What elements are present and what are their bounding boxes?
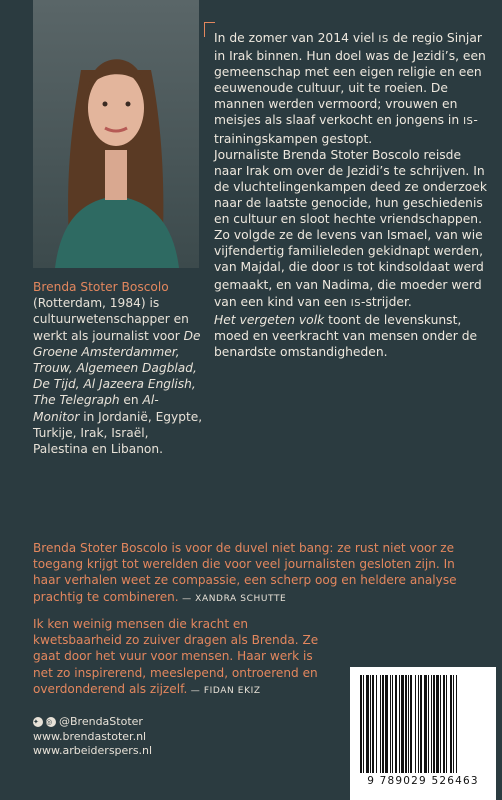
- blurb: [214, 30, 492, 360]
- barcode-bar: [366, 675, 369, 773]
- blurb-paragraph: Zo volgde ze de levens van Ismael, van wie vijfendertig familieleden gekidnapt werden, van Majdal, die door IS tot kindsoldaat werd gemaakt, en van Nadima, die moeder werd van een kind van een IS-strijder.: [214, 228, 484, 309]
- barcode-bar: [401, 675, 404, 773]
- bio-text: in Jordanië, Egypte, Turkije, Irak, Israël, Palestina en Libanon.: [33, 409, 203, 457]
- barcode-bar: [433, 675, 435, 773]
- barcode-bar: [405, 675, 407, 773]
- barcode-bar: [443, 675, 445, 773]
- barcode-bar: [390, 675, 391, 773]
- barcode-bar: [410, 675, 412, 773]
- instagram-icon: ◎: [46, 717, 56, 727]
- barcode-bar: [424, 675, 427, 773]
- bio-publication: Al-Monitor: [33, 393, 159, 424]
- contact-info: [33, 715, 233, 759]
- barcode-bar: [370, 675, 371, 773]
- barcode-bar: [385, 675, 388, 773]
- barcode-bar: [420, 675, 422, 773]
- barcode-bar: [360, 675, 362, 773]
- barcode-bar: [456, 675, 457, 773]
- barcode-bar: [376, 675, 377, 773]
- bio-text: en: [119, 393, 143, 408]
- publisher-link[interactable]: www.arbeiderspers.nl: [33, 744, 153, 757]
- author-bio: [33, 279, 203, 457]
- barcode-bar: [431, 675, 432, 773]
- website-link[interactable]: www.brendastoter.nl: [33, 729, 147, 743]
- isbn-number: 9 789029 526463: [367, 775, 479, 787]
- barcode-bar: [436, 675, 439, 773]
- quote-author: — XANDRA SCHUTTE: [178, 593, 287, 604]
- social-handle-row[interactable]: [33, 715, 233, 730]
- bio-text: (Rotterdam, 1984) is cultuurwetenschapper en werkt als journalist voor: [33, 296, 189, 343]
- blurb-paragraph: Journaliste Brenda Stoter Boscolo reisde naar Irak om over de Jezidi’s te schrijven. In de vluchtelingenkampen deed ze onderzoek naar de laatste genocide, hun geschiedenis en cultuur en sloot hechte vriendschappen.: [214, 147, 487, 227]
- barcode-bar: [399, 675, 400, 773]
- barcode-bar: [392, 675, 393, 773]
- barcode-bar: [418, 675, 419, 773]
- barcode-bar: [395, 675, 397, 773]
- review-quote: Ik ken weinig mensen die kracht en kwetsbaarheid zo zuiver dragen als Brenda. Ze gaat door het vuur voor mensen. Haar werk is net zo inspirerend, meeslepend, ontroerend en overdonderend als zijzelf. — FIDAN EKIZ: [33, 617, 319, 696]
- social-handle: @BrendaStoter: [59, 715, 143, 728]
- barcode-bar: [363, 675, 364, 773]
- barcode-bar: [415, 675, 416, 773]
- isbn-barcode: [350, 667, 496, 800]
- barcode-bar: [450, 675, 452, 773]
- twitter-icon: ✦: [33, 717, 43, 727]
- barcode-bar: [382, 675, 384, 773]
- barcode-bar: [440, 675, 441, 773]
- barcode-bar: [428, 675, 429, 773]
- review-quote: Brenda Stoter Boscolo is voor de duvel niet bang: ze rust niet voor ze toegang krijgt tot werelden die voor veel journalisten gesloten zijn. In haar verhalen weet ze compassie, een scherp oog en heldere analyse prachtig te combineren. — XANDRA SCHUTTE: [33, 541, 457, 604]
- quote-author: — FIDAN EKIZ: [187, 685, 261, 696]
- author-photo: [33, 0, 199, 268]
- barcode-bar: [408, 675, 409, 773]
- bio-publications: De Groene Amsterdammer, Trouw, Algemeen Dagblad, De Tijd, Al Jazeera English, The Telegraph: [33, 328, 201, 408]
- barcode-bars: [358, 675, 488, 773]
- blurb-paragraph: Het vergeten volk toont de levenskunst, moed en veerkracht van mensen onder de benardste omstandigheden.: [214, 312, 478, 359]
- blurb-paragraph: In de zomer van 2014 viel IS de regio Sinjar in Irak binnen. Hun doel was de Jezidi’s, een gemeenschap met een eigen religie en een eeuwenoude cultuur, uit te roeien. De mannen werden vermoord; vrouwen en meisjes als slaaf verkocht en jongens in IS-trainingskampen gestopt.: [214, 31, 486, 146]
- book-title: Het vergeten volk: [214, 312, 325, 327]
- author-name: Brenda Stoter Boscolo: [33, 280, 169, 294]
- barcode-bar: [372, 675, 374, 773]
- barcode-bar: [380, 675, 381, 773]
- barcode-bar: [446, 675, 447, 773]
- barcode-bar: [453, 675, 454, 773]
